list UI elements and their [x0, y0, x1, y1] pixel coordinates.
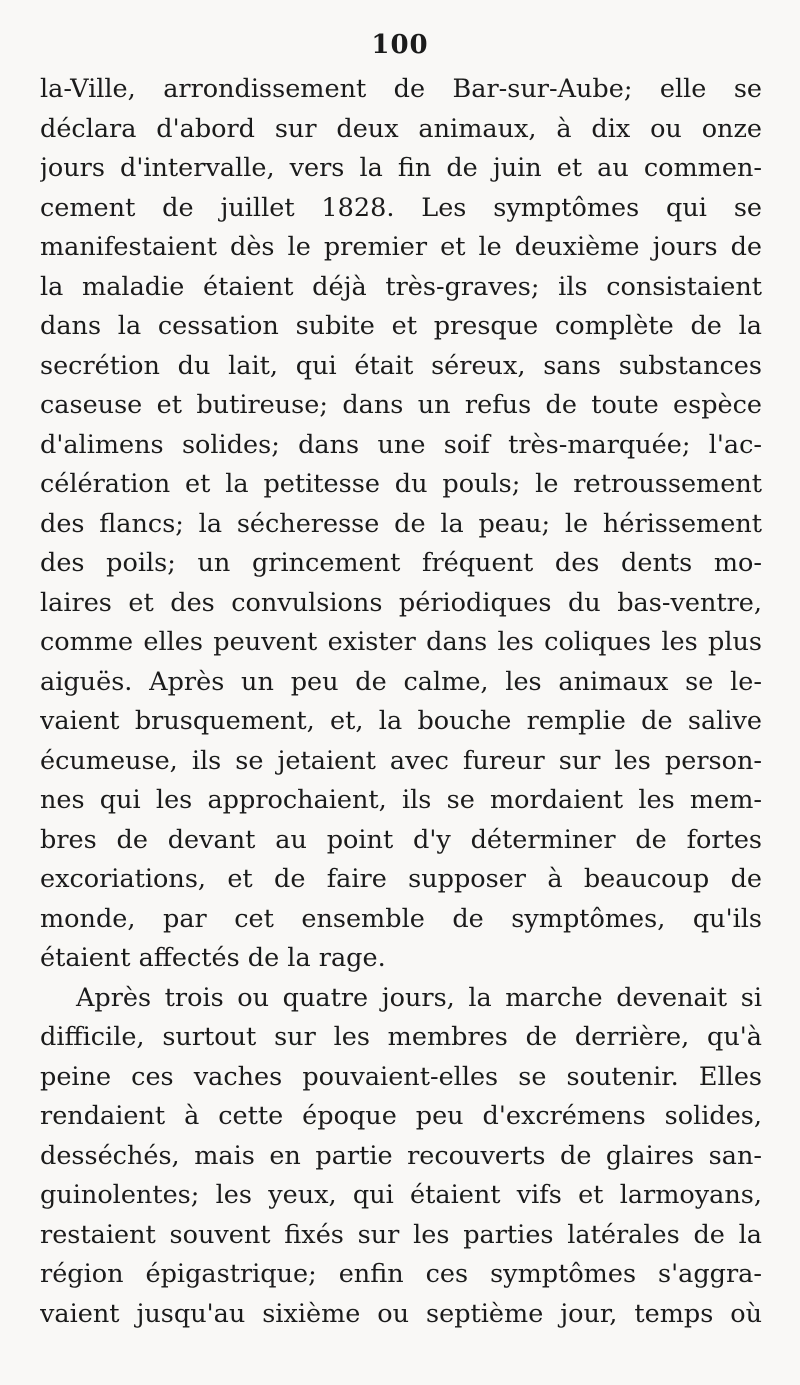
text-line: célération et la petitesse du pouls; le retroussement [40, 469, 762, 499]
text-line: desséchés, mais en partie recouverts de glaires san- [40, 1140, 762, 1171]
text-line: d'alimens solides; dans une soif très-marquée; l'ac- [40, 429, 762, 460]
text-line: caseuse et butireuse; dans un refus de toute espèce [40, 390, 762, 420]
text-line: région épigastrique; enfin ces symptômes s'aggra- [40, 1259, 762, 1289]
text-line: rendaient à cette époque peu d'excrémens solides, [40, 1101, 762, 1131]
text-line: monde, par cet ensemble de symptômes, qu'ils [40, 903, 762, 934]
text-line: comme elles peuvent exister dans les coliques les plus [40, 627, 762, 657]
text-line: la maladie étaient déjà très-graves; ils consistaient [40, 271, 762, 302]
paragraph-1 [40, 70, 762, 979]
text-line: déclara d'abord sur deux animaux, à dix ou onze [40, 113, 762, 144]
text-line: la-Ville, arrondissement de Bar-sur-Aube; elle se [40, 74, 762, 104]
text-line: secrétion du lait, qui était séreux, sans substances [40, 350, 762, 381]
body-text [40, 70, 762, 1334]
text-line: vaient jusqu'au sixième ou septième jour, temps où [40, 1298, 762, 1329]
text-line: cement de juillet 1828. Les symptômes qui se [40, 192, 762, 223]
text-line: peine ces vaches pouvaient-elles se soutenir. Elles [40, 1061, 762, 1092]
text-line: manifestaient dès le premier et le deuxième jours de [40, 232, 762, 262]
page-number: 100 [371, 30, 429, 60]
text-line: nes qui les approchaient, ils se mordaient les mem- [40, 785, 762, 815]
text-line: écumeuse, ils se jetaient avec fureur sur les person- [40, 745, 762, 776]
text-line: aiguës. Après un peu de calme, les animaux se le- [40, 666, 762, 697]
paragraph-2 [40, 979, 762, 1335]
text-line: difficile, surtout sur les membres de derrière, qu'à [40, 1022, 762, 1052]
text-line: des poils; un grincement fréquent des dents mo- [40, 548, 762, 578]
text-line: bres de devant au point d'y déterminer de fortes [40, 824, 762, 855]
text-line: dans la cessation subite et presque complète de la [40, 311, 762, 341]
text-line: Après trois ou quatre jours, la marche devenait si [76, 982, 762, 1013]
text-line: restaient souvent fixés sur les parties latérales de la [40, 1219, 762, 1250]
text-line: vaient brusquement, et, la bouche remplie de salive [40, 706, 762, 736]
text-line: jours d'intervalle, vers la fin de juin et au commen- [40, 153, 762, 183]
text-line: des flancs; la sécheresse de la peau; le hérissement [40, 508, 762, 539]
text-line: excoriations, et de faire supposer à beaucoup de [40, 864, 762, 894]
text-line: laires et des convulsions périodiques du bas-ventre, [40, 587, 762, 618]
text-line: guinolentes; les yeux, qui étaient vifs et larmoyans, [40, 1180, 762, 1210]
text-line: étaient affectés de la rage. [40, 943, 386, 973]
